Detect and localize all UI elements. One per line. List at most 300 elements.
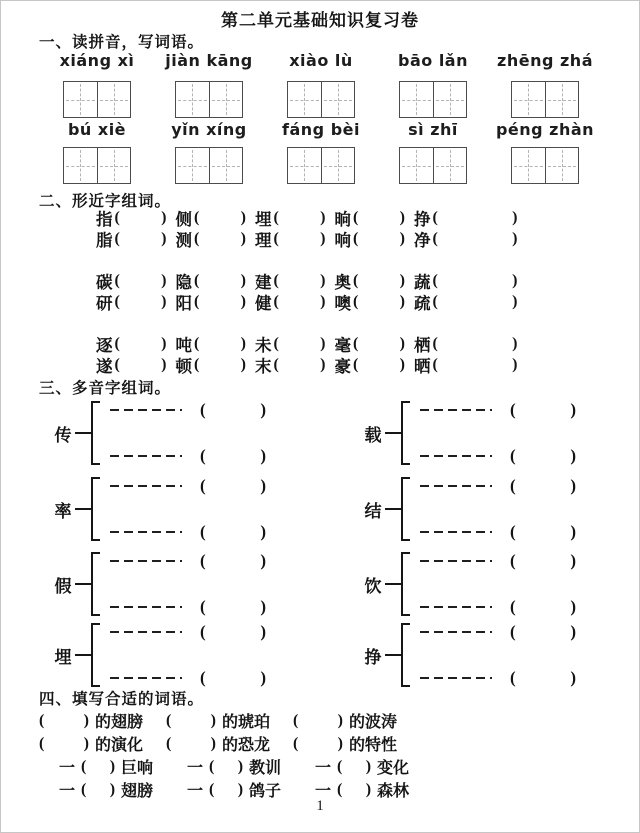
phrase-label: 教训 — [249, 760, 282, 777]
grid-cell — [64, 82, 97, 117]
answer-row — [110, 475, 266, 497]
paren-open: ( — [81, 780, 87, 798]
paren-open: ( — [209, 757, 215, 775]
grid-cell — [209, 82, 243, 117]
paren-close: ) — [161, 271, 167, 289]
answer-blank — [293, 712, 343, 730]
answer-blank — [209, 781, 243, 799]
bracket-lines — [110, 621, 266, 689]
polyphonic-group — [363, 399, 576, 467]
answer-blank — [115, 356, 167, 374]
phrase-label: 的琥珀 — [222, 714, 271, 731]
character: 测 — [175, 230, 192, 250]
writing-grid — [63, 81, 131, 118]
bracket-lines — [110, 399, 266, 467]
section2-heading: 二、形近字组词。 — [39, 193, 172, 210]
answer-blank — [194, 356, 246, 374]
character: 饮 — [364, 576, 382, 596]
character: 结 — [364, 501, 382, 521]
paren-close: ) — [399, 208, 405, 226]
paren-open: ( — [273, 334, 279, 352]
phrase-label: 森林 — [377, 783, 410, 800]
grid-cell — [321, 148, 355, 183]
measure-word-prefix: 一 — [59, 760, 76, 777]
answer-line — [110, 409, 182, 411]
phrase-label: 的特性 — [349, 737, 398, 754]
polyphonic-group — [53, 550, 266, 618]
paren-open: ( — [353, 334, 359, 352]
paren-close: ) — [570, 597, 576, 616]
character: 脂 — [96, 230, 113, 250]
answer-blank — [353, 335, 405, 353]
answer-blank — [510, 476, 576, 496]
answer-row — [420, 550, 576, 572]
pinyin-word: bāo lǎn — [398, 51, 468, 70]
paren-close: ) — [161, 292, 167, 310]
paren-close: ) — [260, 400, 266, 419]
answer-blank — [274, 230, 326, 248]
writing-grid — [511, 147, 579, 184]
paren-open: ( — [293, 734, 299, 752]
answer-row — [420, 399, 576, 421]
paren-open: ( — [200, 522, 206, 541]
answer-line — [420, 485, 492, 487]
fill-word-item — [59, 755, 187, 778]
paren-open: ( — [353, 271, 359, 289]
paren-open: ( — [432, 355, 438, 373]
answer-row — [420, 667, 576, 689]
phrase-label: 的波涛 — [349, 714, 398, 731]
fill-word-item — [39, 732, 166, 755]
paren-open: ( — [510, 476, 516, 495]
phrase-label: 的翅膀 — [95, 714, 144, 731]
paren-close: ) — [237, 757, 244, 775]
answer-blank — [200, 476, 266, 496]
answer-blank — [510, 400, 576, 420]
paren-open: ( — [353, 292, 359, 310]
answer-blank — [194, 209, 246, 227]
paren-close: ) — [399, 229, 405, 247]
paren-open: ( — [510, 522, 516, 541]
answer-blank — [166, 712, 216, 730]
grid-cell — [545, 148, 579, 183]
answer-blank — [200, 668, 266, 688]
paren-open: ( — [273, 292, 279, 310]
paren-open: ( — [166, 734, 172, 752]
fill-word-item — [293, 732, 420, 755]
paren-close: ) — [260, 522, 266, 541]
answer-blank — [274, 272, 326, 290]
paren-close: ) — [570, 476, 576, 495]
bracket-lines — [420, 475, 576, 543]
answer-blank — [194, 293, 246, 311]
bracket-lines — [420, 399, 576, 467]
grid-cell — [97, 148, 131, 183]
answer-row — [420, 596, 576, 618]
grid-cell — [512, 148, 545, 183]
measure-word-prefix: 一 — [187, 760, 204, 777]
answer-blank — [353, 230, 405, 248]
grid-row-1 — [41, 81, 601, 118]
writing-grid — [287, 81, 355, 118]
answer-blank — [200, 522, 266, 542]
paren-close: ) — [320, 334, 326, 352]
connector-line — [75, 583, 91, 585]
character: 响 — [334, 230, 351, 250]
grid-cell — [512, 82, 545, 117]
fill-word-row — [39, 709, 420, 732]
writing-grid — [175, 81, 243, 118]
character: 阳 — [175, 293, 192, 313]
paren-open: ( — [194, 292, 200, 310]
phrase-label: 翅膀 — [121, 783, 154, 800]
character: 奥 — [334, 272, 351, 292]
paren-open: ( — [510, 622, 516, 641]
paren-close: ) — [83, 711, 89, 729]
paren-close: ) — [512, 334, 518, 352]
answer-blank — [337, 758, 371, 776]
answer-blank — [274, 356, 326, 374]
answer-blank — [194, 335, 246, 353]
connector-line — [385, 583, 401, 585]
answer-line — [420, 606, 492, 608]
character: 假 — [54, 576, 72, 596]
paren-open: ( — [273, 229, 279, 247]
paren-close: ) — [512, 208, 518, 226]
writing-grid — [287, 147, 355, 184]
paren-close: ) — [570, 446, 576, 465]
bracket — [91, 401, 100, 465]
answer-blank — [337, 781, 371, 799]
section3-heading: 三、多音字组词。 — [39, 380, 172, 397]
answer-blank — [200, 551, 266, 571]
paren-open: ( — [200, 551, 206, 570]
character: 埋 — [54, 647, 72, 667]
phrase-label: 鸽子 — [249, 783, 282, 800]
answer-blank — [353, 209, 405, 227]
paren-open: ( — [114, 271, 120, 289]
connector-line — [75, 432, 91, 434]
paren-close: ) — [320, 208, 326, 226]
answer-blank — [81, 781, 115, 799]
paren-open: ( — [114, 355, 120, 373]
paren-open: ( — [353, 355, 359, 373]
bracket — [401, 623, 410, 687]
connector-line — [75, 508, 91, 510]
paren-open: ( — [432, 292, 438, 310]
bracket-lines — [420, 621, 576, 689]
writing-grid — [63, 147, 131, 184]
polyphonic-group — [53, 621, 266, 689]
similar-char-row — [96, 333, 518, 354]
answer-blank — [510, 668, 576, 688]
paren-close: ) — [240, 229, 246, 247]
character: 疏 — [414, 293, 431, 313]
answer-line — [110, 631, 182, 633]
similar-char-row — [96, 228, 518, 249]
character: 净 — [414, 230, 431, 250]
bracket — [401, 552, 410, 616]
character: 豪 — [334, 356, 351, 376]
paren-open: ( — [432, 334, 438, 352]
answer-line — [420, 409, 492, 411]
answer-blank — [274, 335, 326, 353]
pinyin-word: yǐn xíng — [171, 120, 247, 139]
polyphonic-group — [53, 475, 266, 543]
pinyin-word: sì zhī — [408, 120, 458, 139]
grid-cell — [400, 82, 433, 117]
section1-heading: 一、读拼音，写词语。 — [39, 34, 205, 51]
paren-open: ( — [114, 208, 120, 226]
paren-open: ( — [194, 334, 200, 352]
grid-cell — [545, 82, 579, 117]
paren-open: ( — [200, 622, 206, 641]
pinyin-word: xiáng xì — [59, 51, 135, 70]
character: 隐 — [175, 272, 192, 292]
answer-blank — [433, 356, 518, 374]
connector-line — [75, 654, 91, 656]
paren-open: ( — [510, 551, 516, 570]
paren-close: ) — [161, 355, 167, 373]
polyphonic-group — [363, 475, 576, 543]
paren-close: ) — [570, 522, 576, 541]
character: 蔬 — [414, 272, 431, 292]
paren-open: ( — [337, 757, 343, 775]
section4-heading: 四、填写合适的词语。 — [39, 691, 205, 708]
paren-open: ( — [166, 711, 172, 729]
character: 栖 — [414, 335, 431, 355]
answer-line — [110, 677, 182, 679]
grid-cell — [433, 82, 467, 117]
paren-close: ) — [260, 668, 266, 687]
answer-blank — [115, 293, 167, 311]
character: 挣 — [414, 209, 431, 229]
answer-blank — [510, 522, 576, 542]
answer-line — [420, 631, 492, 633]
grid-cell — [209, 148, 243, 183]
paren-close: ) — [399, 292, 405, 310]
character: 末 — [255, 356, 272, 376]
paren-close: ) — [512, 229, 518, 247]
paren-close: ) — [260, 476, 266, 495]
grid-cell — [64, 148, 97, 183]
paren-close: ) — [161, 229, 167, 247]
fill-word-item — [293, 709, 420, 732]
answer-blank — [39, 712, 89, 730]
paren-close: ) — [240, 271, 246, 289]
paren-open: ( — [432, 208, 438, 226]
answer-row — [420, 521, 576, 543]
bracket — [91, 623, 100, 687]
paren-open: ( — [200, 668, 206, 687]
paren-open: ( — [353, 229, 359, 247]
character: 指 — [96, 209, 113, 229]
bracket-lines — [420, 550, 576, 618]
bracket — [91, 477, 100, 541]
pinyin-row-2 — [41, 120, 601, 139]
paren-open: ( — [273, 355, 279, 373]
answer-blank — [200, 597, 266, 617]
character: 吨 — [175, 335, 192, 355]
writing-grid — [399, 81, 467, 118]
paren-close: ) — [337, 734, 343, 752]
character: 挣 — [364, 647, 382, 667]
grid-row-2 — [41, 147, 601, 184]
phrase-label: 的演化 — [95, 737, 144, 754]
bracket — [91, 552, 100, 616]
page-title: 第二单元基础知识复习卷 — [221, 11, 419, 30]
paren-close: ) — [260, 622, 266, 641]
fill-word-row — [39, 732, 420, 755]
answer-row — [420, 475, 576, 497]
answer-line — [110, 606, 182, 608]
paren-close: ) — [337, 711, 343, 729]
answer-blank — [115, 230, 167, 248]
paren-close: ) — [109, 780, 116, 798]
phrase-label: 变化 — [377, 760, 410, 777]
answer-blank — [115, 272, 167, 290]
answer-row — [110, 521, 266, 543]
paren-open: ( — [194, 229, 200, 247]
grid-cell — [176, 82, 209, 117]
answer-blank — [293, 735, 343, 753]
paren-close: ) — [570, 400, 576, 419]
paren-close: ) — [210, 711, 216, 729]
paren-close: ) — [210, 734, 216, 752]
similar-char-row — [96, 207, 518, 228]
measure-word-prefix: 一 — [315, 783, 332, 800]
paren-open: ( — [200, 400, 206, 419]
measure-word-prefix: 一 — [59, 783, 76, 800]
character: 逐 — [96, 335, 113, 355]
paren-close: ) — [320, 292, 326, 310]
similar-char-row — [96, 354, 518, 375]
answer-line — [110, 560, 182, 562]
character: 载 — [364, 425, 382, 445]
answer-blank — [115, 209, 167, 227]
paren-close: ) — [399, 334, 405, 352]
fill-word-item — [315, 755, 443, 778]
writing-grid — [511, 81, 579, 118]
paren-open: ( — [510, 597, 516, 616]
paren-open: ( — [510, 668, 516, 687]
measure-word-prefix: 一 — [187, 783, 204, 800]
connector-line — [385, 654, 401, 656]
answer-blank — [81, 758, 115, 776]
paren-close: ) — [320, 271, 326, 289]
grid-cell — [176, 148, 209, 183]
answer-blank — [194, 272, 246, 290]
paren-open: ( — [432, 229, 438, 247]
bracket-lines — [110, 550, 266, 618]
character: 未 — [255, 335, 272, 355]
paren-close: ) — [399, 355, 405, 373]
bracket — [401, 477, 410, 541]
paren-close: ) — [570, 551, 576, 570]
answer-blank — [209, 758, 243, 776]
answer-blank — [274, 293, 326, 311]
answer-line — [420, 560, 492, 562]
paren-open: ( — [293, 711, 299, 729]
connector-line — [385, 508, 401, 510]
paren-close: ) — [260, 446, 266, 465]
fill-word-row — [59, 755, 443, 778]
paren-open: ( — [194, 355, 200, 373]
paren-close: ) — [320, 229, 326, 247]
paren-close: ) — [570, 668, 576, 687]
character: 埋 — [255, 209, 272, 229]
fill-word-item — [166, 732, 293, 755]
paren-close: ) — [320, 355, 326, 373]
phrase-label: 的恐龙 — [222, 737, 271, 754]
paren-close: ) — [161, 208, 167, 226]
paren-close: ) — [399, 271, 405, 289]
character: 侧 — [175, 209, 192, 229]
paren-open: ( — [114, 292, 120, 310]
answer-line — [420, 455, 492, 457]
character: 晒 — [414, 356, 431, 376]
polyphonic-group — [363, 621, 576, 689]
paren-open: ( — [200, 597, 206, 616]
pinyin-row-1 — [41, 51, 601, 70]
answer-blank — [510, 597, 576, 617]
similar-char-row — [96, 270, 518, 291]
answer-blank — [194, 230, 246, 248]
polyphonic-group — [363, 550, 576, 618]
answer-line — [110, 485, 182, 487]
fill-word-item — [39, 709, 166, 732]
character: 理 — [255, 230, 272, 250]
paren-open: ( — [273, 208, 279, 226]
fill-word-item — [187, 755, 315, 778]
paren-open: ( — [81, 757, 87, 775]
answer-blank — [433, 293, 518, 311]
grid-cell — [433, 148, 467, 183]
character: 率 — [54, 501, 72, 521]
character: 顿 — [175, 356, 192, 376]
answer-blank — [433, 209, 518, 227]
paren-open: ( — [114, 229, 120, 247]
paren-open: ( — [209, 780, 215, 798]
paren-close: ) — [260, 597, 266, 616]
grid-cell — [97, 82, 131, 117]
answer-row — [110, 445, 266, 467]
paren-open: ( — [353, 208, 359, 226]
answer-line — [110, 455, 182, 457]
paren-close: ) — [512, 355, 518, 373]
paren-close: ) — [570, 622, 576, 641]
answer-line — [420, 677, 492, 679]
paren-open: ( — [337, 780, 343, 798]
paren-close: ) — [240, 355, 246, 373]
character: 碳 — [96, 272, 113, 292]
answer-blank — [200, 446, 266, 466]
grid-cell — [400, 148, 433, 183]
pinyin-word: zhēng zhá — [497, 51, 593, 70]
paren-close: ) — [240, 208, 246, 226]
paren-close: ) — [237, 780, 244, 798]
paren-open: ( — [200, 446, 206, 465]
writing-grid — [399, 147, 467, 184]
paren-open: ( — [194, 271, 200, 289]
paren-open: ( — [510, 400, 516, 419]
similar-char-row — [96, 291, 518, 312]
paren-close: ) — [512, 271, 518, 289]
answer-row — [110, 596, 266, 618]
grid-cell — [288, 148, 321, 183]
paren-close: ) — [161, 334, 167, 352]
paren-close: ) — [109, 757, 116, 775]
